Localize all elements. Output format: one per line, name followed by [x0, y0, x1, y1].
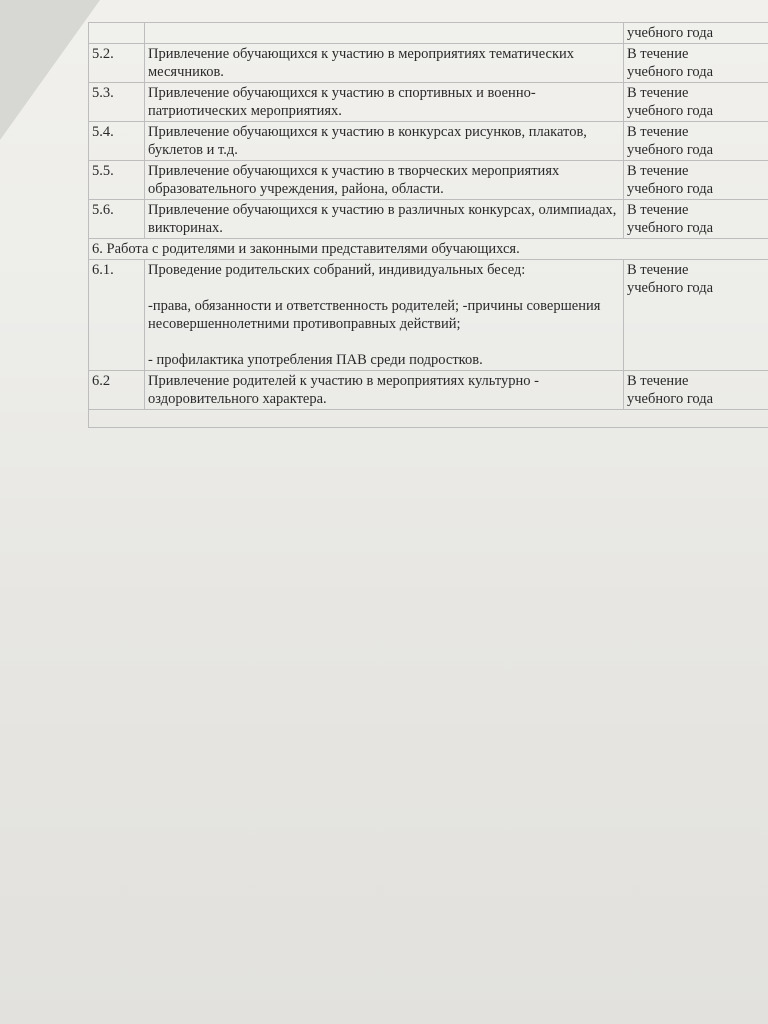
number-cell: 5.2.	[89, 44, 145, 83]
date-text: учебного года	[627, 25, 714, 41]
date-line: учебного года	[627, 391, 714, 407]
number-cell: 6.1.	[89, 260, 145, 371]
table-row	[89, 371, 768, 410]
date-line: В течение	[627, 163, 689, 179]
number-cell: 5.5.	[89, 161, 145, 200]
date-cell	[624, 371, 768, 410]
activity-plan-table	[88, 22, 768, 428]
number-cell	[89, 23, 145, 44]
date-line: учебного года	[627, 280, 714, 296]
date-line: учебного года	[627, 181, 714, 197]
text-cell: Привлечение обучающихся к участию в конкурсах рисунков, плакатов, буклетов и т.д.	[145, 122, 624, 161]
empty-table-row	[89, 410, 768, 428]
number-cell: 5.6.	[89, 200, 145, 239]
table-row	[89, 44, 768, 83]
date-line: учебного года	[627, 64, 714, 80]
date-cell	[624, 260, 768, 371]
paragraph: -права, обязанности и ответственность родителей; -причины совершения несовершеннолетними противоправных действий;	[148, 298, 601, 332]
date-line: учебного года	[627, 220, 714, 236]
paragraph-gap	[148, 333, 621, 351]
text-cell: Привлечение обучающихся к участию в различных конкурсах, олимпиадах, викторинах.	[145, 200, 624, 239]
number-cell: 6.2	[89, 371, 145, 410]
date-line: В течение	[627, 85, 689, 101]
paragraph-gap	[148, 279, 621, 297]
number-cell: 5.3.	[89, 83, 145, 122]
paragraph: - профилактика употребления ПАВ среди подростков.	[148, 352, 483, 368]
empty-cell	[89, 410, 768, 428]
date-cell	[624, 200, 768, 239]
text-cell	[145, 260, 624, 371]
date-line: учебного года	[627, 142, 714, 158]
date-cell	[624, 83, 768, 122]
date-cell	[624, 23, 768, 44]
number-cell: 5.4.	[89, 122, 145, 161]
date-line: учебного года	[627, 103, 714, 119]
text-cell: Привлечение родителей к участию в мероприятиях культурно - оздоровительного характера.	[145, 371, 624, 410]
table-row	[89, 83, 768, 122]
table-row	[89, 260, 768, 371]
page-corner-shadow	[0, 0, 100, 140]
date-cell	[624, 122, 768, 161]
table-row	[89, 200, 768, 239]
date-cell	[624, 44, 768, 83]
table-row	[89, 161, 768, 200]
text-cell	[145, 23, 624, 44]
date-cell	[624, 161, 768, 200]
section-title: 6. Работа с родителями и законными представителями обучающихся.	[89, 239, 768, 260]
table-row	[89, 122, 768, 161]
date-line: В течение	[627, 202, 689, 218]
date-line: В течение	[627, 124, 689, 140]
date-line: В течение	[627, 46, 689, 62]
table-row	[89, 23, 768, 44]
paragraph: Проведение родительских собраний, индивидуальных бесед:	[148, 262, 526, 278]
date-line: В течение	[627, 262, 689, 278]
text-cell: Привлечение обучающихся к участию в творческих мероприятиях образовательного учреждения, района, области.	[145, 161, 624, 200]
text-cell: Привлечение обучающихся к участию в мероприятиях тематических месячников.	[145, 44, 624, 83]
date-line: В течение	[627, 373, 689, 389]
text-cell: Привлечение обучающихся к участию в спортивных и военно-патриотических мероприятиях.	[145, 83, 624, 122]
section-header-row	[89, 239, 768, 260]
